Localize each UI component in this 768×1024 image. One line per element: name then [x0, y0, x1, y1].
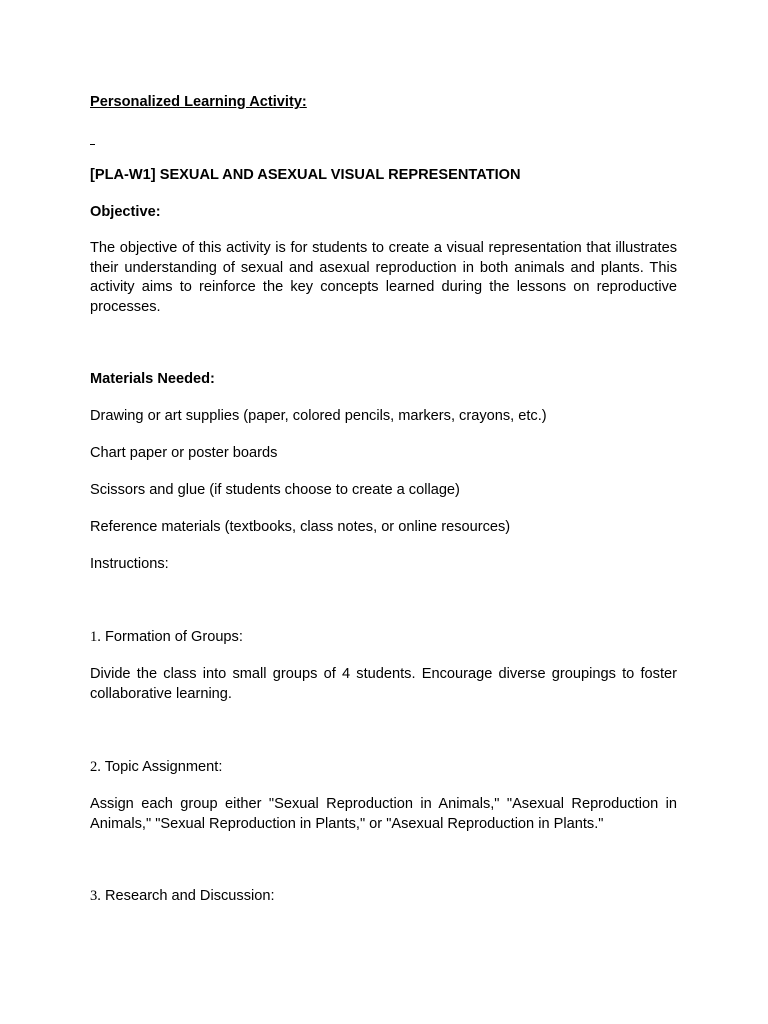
step-title: Formation of Groups:: [105, 629, 243, 645]
material-item: Chart paper or poster boards: [90, 445, 278, 461]
step-number: 2.: [90, 759, 101, 775]
step-title: Topic Assignment:: [104, 759, 223, 775]
step-title: Research and Discussion:: [105, 888, 275, 904]
separator-dash: [90, 144, 95, 145]
material-item: Reference materials (textbooks, class notes, or online resources): [90, 519, 511, 535]
step-number: 1.: [90, 629, 101, 645]
step-number: 3.: [90, 888, 101, 904]
document-heading: Personalized Learning Activity:: [90, 94, 307, 110]
instructions-label: Instructions:: [90, 556, 169, 572]
material-item: Drawing or art supplies (paper, colored pencils, markers, crayons, etc.): [90, 408, 547, 424]
step-text: Assign each group either "Sexual Reproduction in Animals," "Asexual Reproduction in Animals," "Sexual Reproduction in Plants," or "Asexual Reproduction in Plants.": [90, 796, 677, 832]
material-item: Scissors and glue (if students choose to create a collage): [90, 482, 460, 498]
objective-paragraph: The objective of this activity is for students to create a visual representation that illustrates their understanding of sexual and asexual reproduction in both animals and plants. This activity aims to reinforce the key concepts learned during the lessons on reproductive processes.: [90, 240, 677, 315]
step-heading: [90, 758, 677, 778]
activity-title: [PLA-W1] SEXUAL AND ASEXUAL VISUAL REPRESENTATION: [90, 167, 521, 183]
step-heading: [90, 887, 677, 907]
step-heading: [90, 628, 677, 648]
objective-label: Objective:: [90, 204, 161, 220]
step-text: Divide the class into small groups of 4 students. Encourage diverse groupings to foster collaborative learning.: [90, 666, 677, 702]
materials-label: Materials Needed:: [90, 371, 215, 387]
